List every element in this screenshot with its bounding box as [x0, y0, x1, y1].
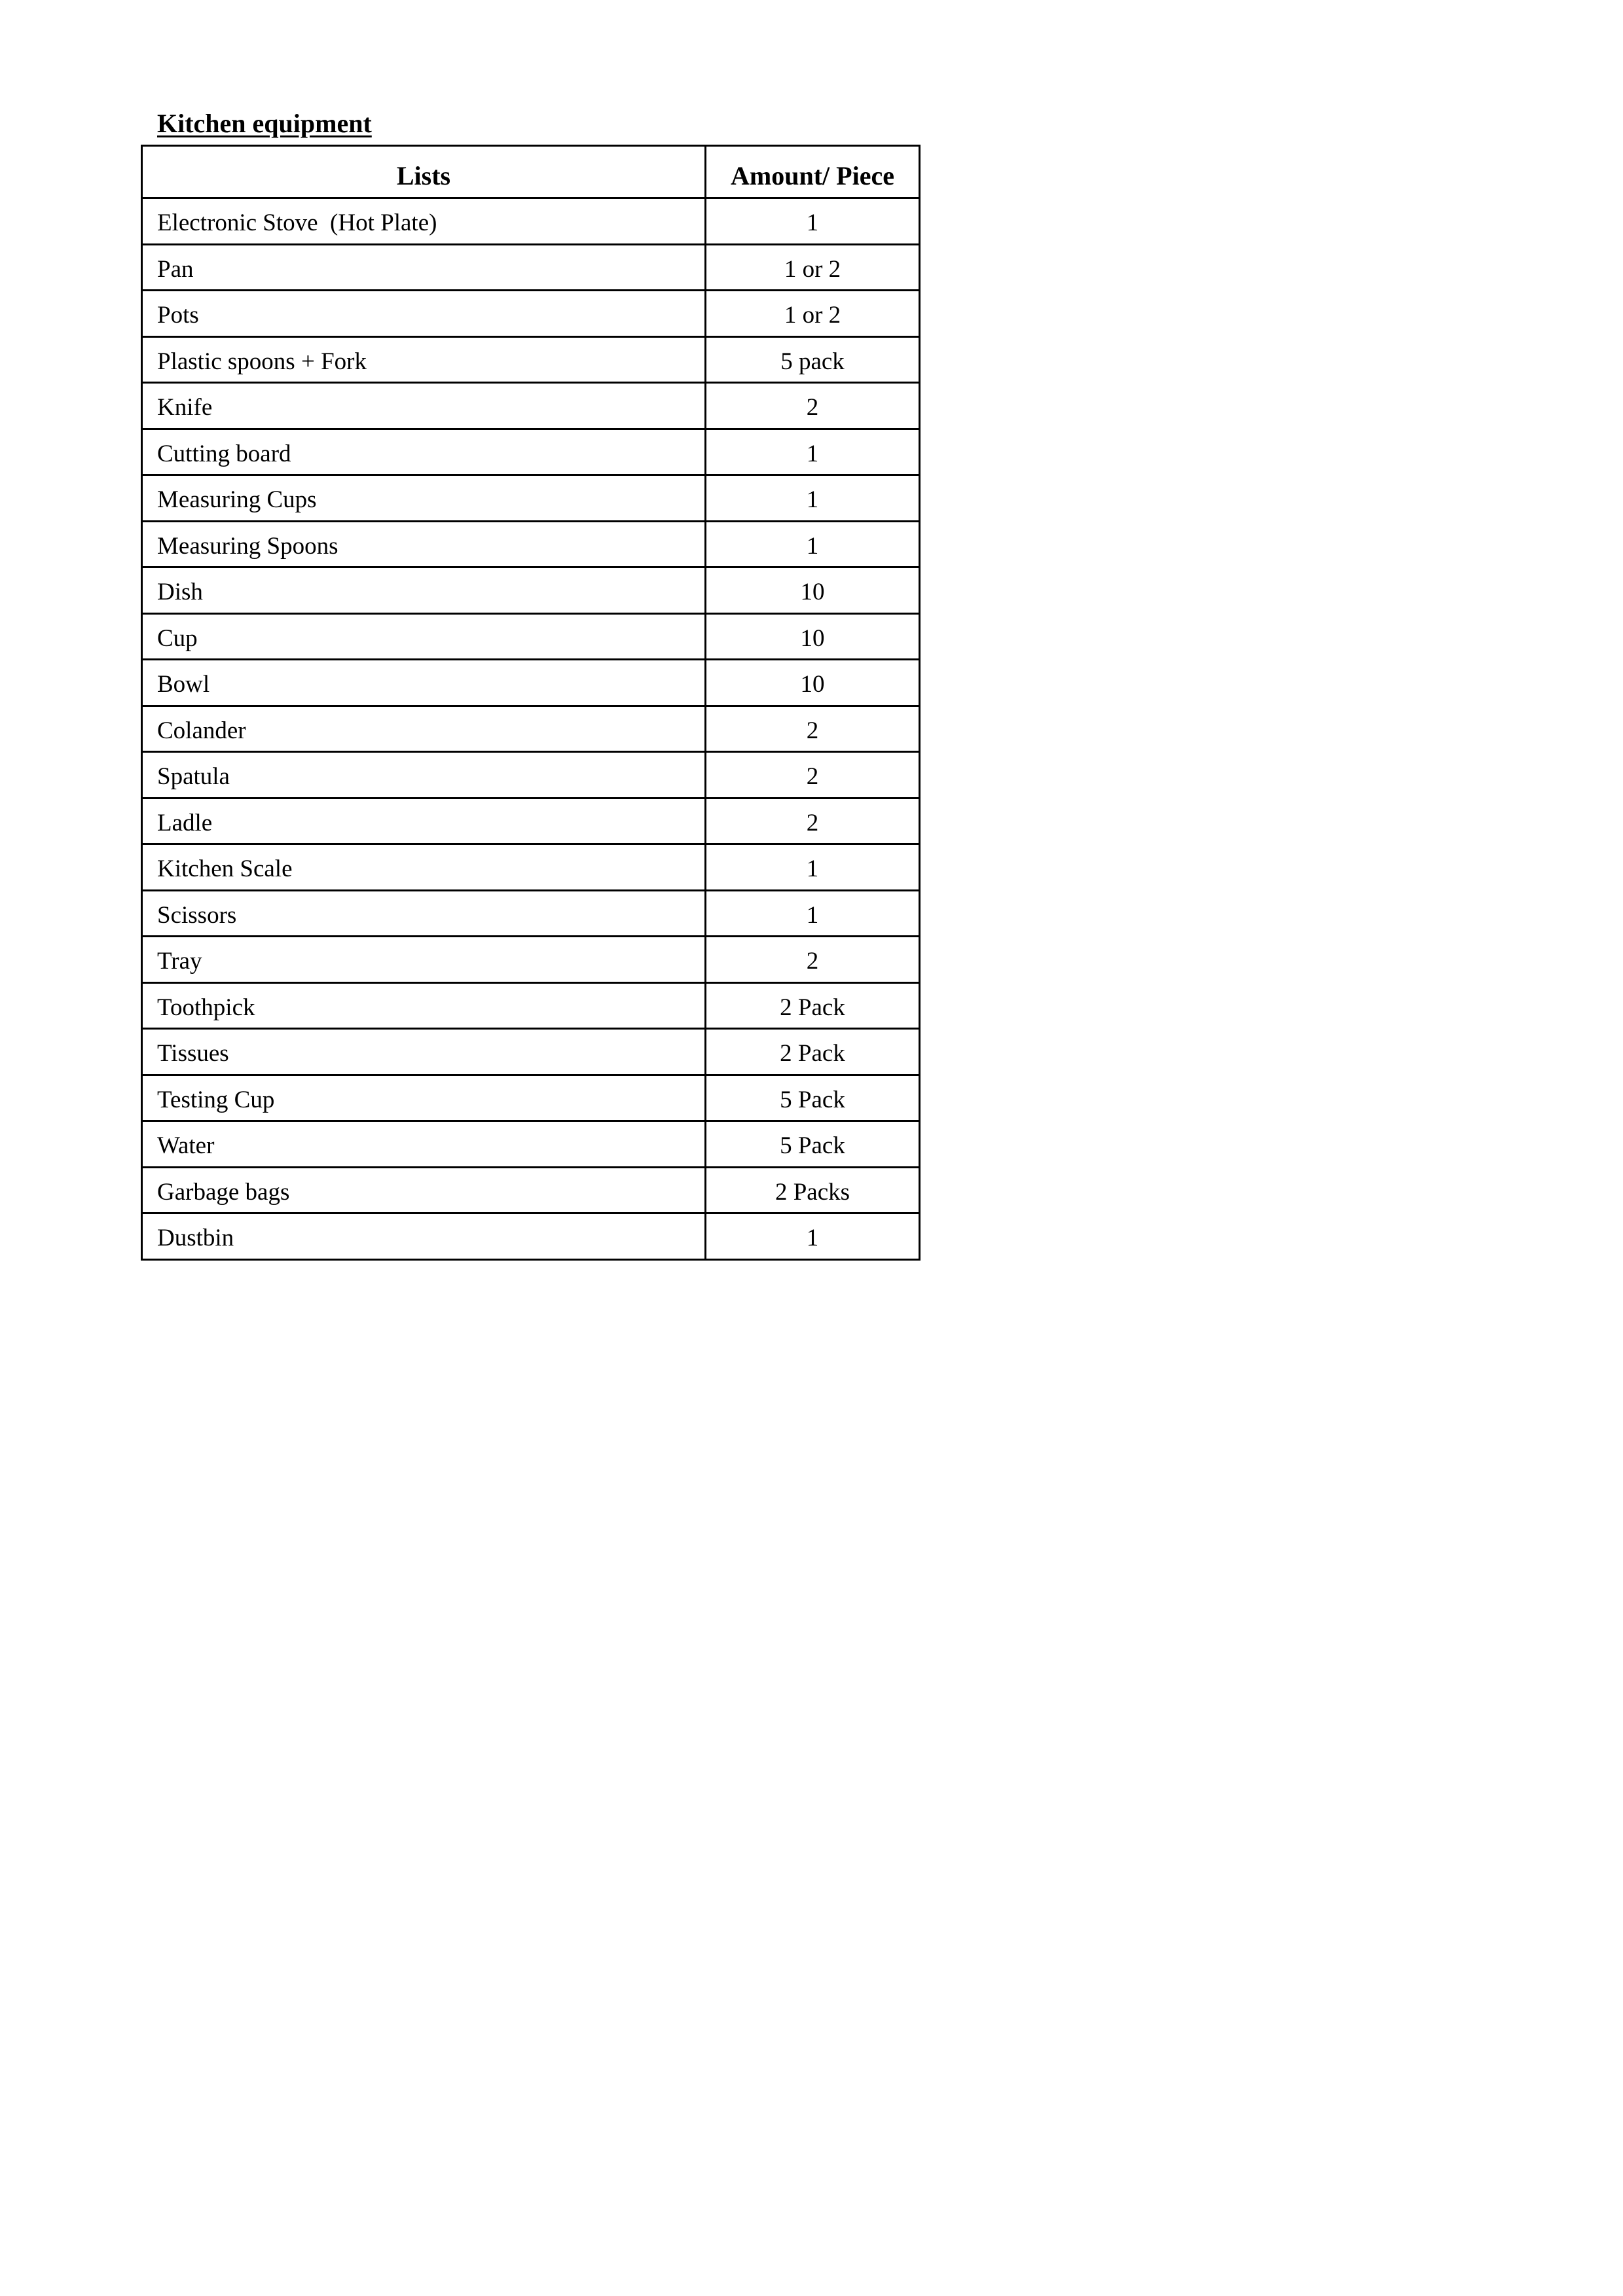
item-amount: 2: [706, 383, 920, 429]
item-name: Ladle: [142, 798, 706, 844]
item-amount: 2 Packs: [706, 1167, 920, 1213]
item-name: Bowl: [142, 660, 706, 706]
table-row: [142, 1213, 920, 1260]
item-name: Dish: [142, 567, 706, 614]
item-name: Garbage bags: [142, 1167, 706, 1213]
item-name: Tray: [142, 937, 706, 983]
column-header-amount: Amount/ Piece: [706, 146, 920, 198]
item-name: Knife: [142, 383, 706, 429]
item-amount: 1 or 2: [706, 244, 920, 291]
table-row: [142, 798, 920, 844]
table-row: [142, 613, 920, 660]
table-row: [142, 937, 920, 983]
table-row: [142, 429, 920, 475]
table-row: [142, 844, 920, 891]
item-amount: 10: [706, 567, 920, 614]
table-row: [142, 982, 920, 1029]
item-amount: 1 or 2: [706, 291, 920, 337]
item-name: Kitchen Scale: [142, 844, 706, 891]
item-name: Measuring Cups: [142, 475, 706, 522]
table-row: [142, 660, 920, 706]
item-amount: 1: [706, 890, 920, 937]
table-row: [142, 198, 920, 245]
item-amount: 1: [706, 844, 920, 891]
table-row: [142, 1029, 920, 1075]
item-name: Scissors: [142, 890, 706, 937]
item-name: Pan: [142, 244, 706, 291]
item-amount: 2: [706, 798, 920, 844]
table-row: [142, 1121, 920, 1168]
table-row: [142, 291, 920, 337]
item-amount: 2: [706, 752, 920, 798]
table-row: [142, 706, 920, 752]
table-row: [142, 890, 920, 937]
table-row: [142, 1075, 920, 1121]
table-header-row: [142, 146, 920, 198]
item-name: Colander: [142, 706, 706, 752]
table-row: [142, 336, 920, 383]
item-amount: 2: [706, 937, 920, 983]
item-name: Tissues: [142, 1029, 706, 1075]
item-amount: 1: [706, 475, 920, 522]
table-row: [142, 475, 920, 522]
item-amount: 5 Pack: [706, 1121, 920, 1168]
item-name: Pots: [142, 291, 706, 337]
item-amount: 1: [706, 521, 920, 567]
item-amount: 10: [706, 613, 920, 660]
item-name: Spatula: [142, 752, 706, 798]
table-row: [142, 567, 920, 614]
item-amount: 10: [706, 660, 920, 706]
item-amount: 5 pack: [706, 336, 920, 383]
equipment-table: [141, 145, 921, 1261]
table-row: [142, 1167, 920, 1213]
table-row: [142, 383, 920, 429]
item-amount: 1: [706, 429, 920, 475]
column-header-lists: Lists: [142, 146, 706, 198]
table-row: [142, 244, 920, 291]
item-name: Cup: [142, 613, 706, 660]
item-amount: 2: [706, 706, 920, 752]
item-name: Cutting board: [142, 429, 706, 475]
item-name: Toothpick: [142, 982, 706, 1029]
item-name: Testing Cup: [142, 1075, 706, 1121]
item-name: Dustbin: [142, 1213, 706, 1260]
table-row: [142, 521, 920, 567]
item-name: Plastic spoons + Fork: [142, 336, 706, 383]
item-name: Water: [142, 1121, 706, 1168]
item-amount: 1: [706, 198, 920, 245]
item-amount: 5 Pack: [706, 1075, 920, 1121]
item-amount: 2 Pack: [706, 1029, 920, 1075]
table-row: [142, 752, 920, 798]
item-name: Measuring Spoons: [142, 521, 706, 567]
item-amount: 1: [706, 1213, 920, 1260]
item-name: Electronic Stove (Hot Plate): [142, 198, 706, 245]
item-amount: 2 Pack: [706, 982, 920, 1029]
document-title: Kitchen equipment: [157, 109, 372, 138]
table-body: [142, 198, 920, 1260]
